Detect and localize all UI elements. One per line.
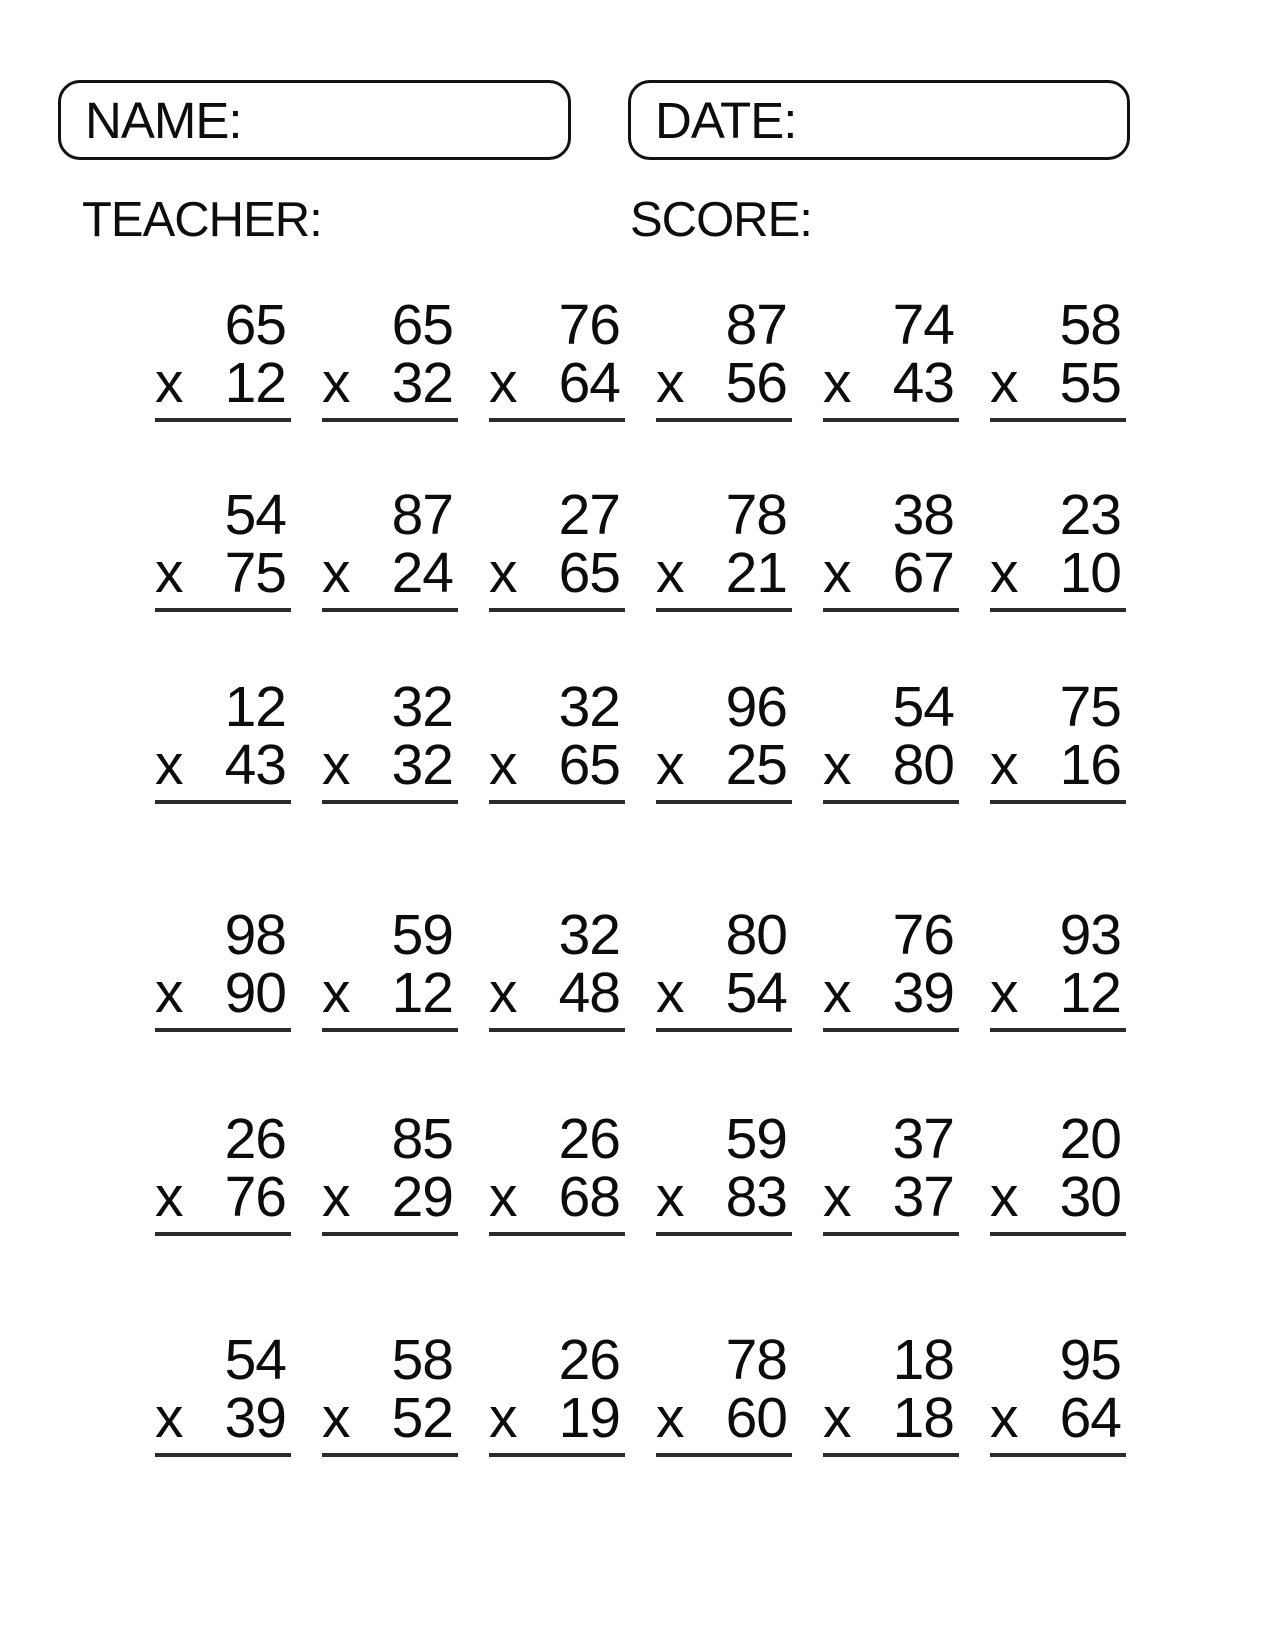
multiplication-problem — [155, 903, 291, 1032]
multiply-operator: x — [656, 541, 684, 605]
multiplicand: 98 — [224, 903, 286, 967]
multiplicand: 85 — [391, 1107, 453, 1171]
multiplier-row-with-answer-line — [990, 1386, 1126, 1457]
multiplier: 65 — [558, 541, 620, 605]
multiplier-row-with-answer-line — [489, 1386, 625, 1457]
multiply-operator: x — [823, 1165, 851, 1229]
multiplier-row-with-answer-line — [489, 351, 625, 422]
multiplier-row-with-answer-line — [489, 1165, 625, 1236]
multiplier: 54 — [725, 961, 787, 1025]
name-label: NAME: — [85, 91, 242, 149]
multiplicand: 26 — [224, 1107, 286, 1171]
multiply-operator: x — [823, 961, 851, 1025]
problem-row — [155, 1328, 1126, 1457]
multiplier-row-with-answer-line — [155, 351, 291, 422]
multiplier-row-with-answer-line — [656, 351, 792, 422]
multiplier-row-with-answer-line — [656, 733, 792, 804]
multiply-operator: x — [990, 1165, 1018, 1229]
multiplier: 19 — [558, 1386, 620, 1450]
multiplicand: 20 — [1059, 1107, 1121, 1171]
multiply-operator: x — [489, 351, 517, 415]
multiplier: 18 — [892, 1386, 954, 1450]
multiplication-problem — [823, 675, 959, 804]
multiply-operator: x — [990, 351, 1018, 415]
multiply-operator: x — [823, 351, 851, 415]
multiplier-row-with-answer-line — [489, 541, 625, 612]
multiplication-problem — [322, 675, 458, 804]
multiplicand: 65 — [224, 293, 286, 357]
multiplicand: 23 — [1059, 483, 1121, 547]
multiplier: 67 — [892, 541, 954, 605]
multiplication-problem — [322, 1107, 458, 1236]
problem-row — [155, 675, 1126, 804]
multiplier-row-with-answer-line — [656, 1165, 792, 1236]
multiplier-row-with-answer-line — [155, 733, 291, 804]
multiplication-problem — [656, 903, 792, 1032]
multiply-operator: x — [322, 733, 350, 797]
multiplication-problem — [990, 675, 1126, 804]
multiplier-row-with-answer-line — [155, 961, 291, 1032]
multiply-operator: x — [990, 961, 1018, 1025]
multiplication-problem — [656, 293, 792, 422]
multiplier-row-with-answer-line — [489, 961, 625, 1032]
multiplicand: 54 — [892, 675, 954, 739]
multiplier-row-with-answer-line — [990, 351, 1126, 422]
multiplication-problem — [155, 1328, 291, 1457]
multiplicand: 12 — [224, 675, 286, 739]
name-input-area[interactable] — [58, 80, 571, 160]
multiplier: 39 — [224, 1386, 286, 1450]
problem-row — [155, 1107, 1126, 1236]
multiplication-problem — [990, 903, 1126, 1032]
multiply-operator: x — [322, 1165, 350, 1229]
multiplier-row-with-answer-line — [823, 351, 959, 422]
multiplication-problem — [656, 675, 792, 804]
multiplier-row-with-answer-line — [155, 541, 291, 612]
multiplicand: 87 — [725, 293, 787, 357]
multiplier-row-with-answer-line — [656, 961, 792, 1032]
multiplicand: 32 — [558, 903, 620, 967]
multiplier-row-with-answer-line — [990, 733, 1126, 804]
multiplicand: 95 — [1059, 1328, 1121, 1392]
date-label: DATE: — [655, 91, 797, 149]
multiplier-row-with-answer-line — [823, 733, 959, 804]
multiply-operator: x — [656, 961, 684, 1025]
multiplier-row-with-answer-line — [990, 961, 1126, 1032]
multiplication-problem — [322, 903, 458, 1032]
multiplier: 75 — [224, 541, 286, 605]
multiplication-problem — [489, 483, 625, 612]
multiply-operator: x — [990, 733, 1018, 797]
multiplication-problem — [823, 903, 959, 1032]
multiplication-problem — [823, 1328, 959, 1457]
multiplier: 37 — [892, 1165, 954, 1229]
multiplier-row-with-answer-line — [322, 961, 458, 1032]
multiplier-row-with-answer-line — [656, 541, 792, 612]
multiplicand: 74 — [892, 293, 954, 357]
multiplier: 43 — [892, 351, 954, 415]
multiply-operator: x — [155, 733, 183, 797]
multiplier: 52 — [391, 1386, 453, 1450]
multiplicand: 65 — [391, 293, 453, 357]
multiplication-problem — [155, 483, 291, 612]
multiplier-row-with-answer-line — [823, 1165, 959, 1236]
multiplicand: 26 — [558, 1328, 620, 1392]
multiplication-problem — [489, 675, 625, 804]
multiplier-row-with-answer-line — [155, 1386, 291, 1457]
multiplication-problem — [656, 1328, 792, 1457]
multiplicand: 27 — [558, 483, 620, 547]
multiplicand: 78 — [725, 1328, 787, 1392]
multiply-operator: x — [489, 541, 517, 605]
multiplicand: 58 — [391, 1328, 453, 1392]
multiplier: 68 — [558, 1165, 620, 1229]
multiplier: 25 — [725, 733, 787, 797]
multiplicand: 87 — [391, 483, 453, 547]
multiplication-problem — [823, 1107, 959, 1236]
multiplicand: 26 — [558, 1107, 620, 1171]
problem-row — [155, 483, 1126, 612]
multiplier: 43 — [224, 733, 286, 797]
multiply-operator: x — [823, 541, 851, 605]
multiplier: 12 — [1059, 961, 1121, 1025]
multiplier-row-with-answer-line — [990, 1165, 1126, 1236]
multiply-operator: x — [155, 541, 183, 605]
multiplicand: 76 — [558, 293, 620, 357]
multiply-operator: x — [322, 351, 350, 415]
multiplier: 55 — [1059, 351, 1121, 415]
multiplication-problem — [823, 293, 959, 422]
multiplier-row-with-answer-line — [322, 1386, 458, 1457]
multiplier: 76 — [224, 1165, 286, 1229]
multiplier-row-with-answer-line — [322, 351, 458, 422]
multiply-operator: x — [489, 961, 517, 1025]
multiply-operator: x — [489, 733, 517, 797]
multiply-operator: x — [322, 961, 350, 1025]
multiplication-problem — [155, 293, 291, 422]
multiplier: 16 — [1059, 733, 1121, 797]
multiply-operator: x — [489, 1165, 517, 1229]
date-input-area[interactable] — [628, 80, 1130, 160]
multiply-operator: x — [990, 1386, 1018, 1450]
multiplier-row-with-answer-line — [489, 733, 625, 804]
multiply-operator: x — [155, 1386, 183, 1450]
multiplier: 65 — [558, 733, 620, 797]
multiply-operator: x — [656, 733, 684, 797]
score-label: SCORE: — [630, 193, 812, 247]
multiplicand: 59 — [391, 903, 453, 967]
multiply-operator: x — [656, 1165, 684, 1229]
multiplier: 90 — [224, 961, 286, 1025]
multiply-operator: x — [155, 1165, 183, 1229]
multiplication-problem — [990, 1328, 1126, 1457]
multiplier: 12 — [391, 961, 453, 1025]
multiplier: 12 — [224, 351, 286, 415]
multiplier-row-with-answer-line — [155, 1165, 291, 1236]
multiplicand: 54 — [224, 483, 286, 547]
problem-row — [155, 293, 1126, 422]
multiplier: 21 — [725, 541, 787, 605]
multiplicand: 32 — [391, 675, 453, 739]
multiply-operator: x — [823, 733, 851, 797]
multiplier: 83 — [725, 1165, 787, 1229]
multiplier: 48 — [558, 961, 620, 1025]
multiplication-problem — [489, 903, 625, 1032]
multiplier: 24 — [391, 541, 453, 605]
multiplier: 80 — [892, 733, 954, 797]
multiply-operator: x — [322, 1386, 350, 1450]
multiplication-problem — [489, 1328, 625, 1457]
multiplier: 10 — [1059, 541, 1121, 605]
multiply-operator: x — [656, 351, 684, 415]
multiplier-row-with-answer-line — [322, 733, 458, 804]
multiply-operator: x — [155, 351, 183, 415]
multiplication-problem — [155, 675, 291, 804]
multiplier: 56 — [725, 351, 787, 415]
multiplier-row-with-answer-line — [823, 541, 959, 612]
teacher-label: TEACHER: — [82, 193, 322, 247]
multiplier-row-with-answer-line — [322, 541, 458, 612]
multiplicand: 75 — [1059, 675, 1121, 739]
multiplication-problem — [990, 483, 1126, 612]
multiplicand: 58 — [1059, 293, 1121, 357]
multiplicand: 96 — [725, 675, 787, 739]
multiplication-problem — [155, 1107, 291, 1236]
multiplicand: 76 — [892, 903, 954, 967]
multiplier: 32 — [391, 733, 453, 797]
multiplicand: 54 — [224, 1328, 286, 1392]
multiplier: 39 — [892, 961, 954, 1025]
multiplier: 64 — [558, 351, 620, 415]
multiply-operator: x — [990, 541, 1018, 605]
multiplicand: 93 — [1059, 903, 1121, 967]
multiplication-problem — [990, 293, 1126, 422]
multiply-operator: x — [823, 1386, 851, 1450]
multiplication-problem — [656, 1107, 792, 1236]
multiplication-problem — [656, 483, 792, 612]
multiplicand: 78 — [725, 483, 787, 547]
multiplication-problem — [990, 1107, 1126, 1236]
multiplier-row-with-answer-line — [823, 1386, 959, 1457]
multiplicand: 18 — [892, 1328, 954, 1392]
multiplication-problem — [322, 483, 458, 612]
multiplier-row-with-answer-line — [823, 961, 959, 1032]
multiplicand: 80 — [725, 903, 787, 967]
multiplicand: 32 — [558, 675, 620, 739]
problem-row — [155, 903, 1126, 1032]
multiplier: 30 — [1059, 1165, 1121, 1229]
multiplier-row-with-answer-line — [990, 541, 1126, 612]
multiplier: 32 — [391, 351, 453, 415]
problems-grid — [155, 293, 1126, 1457]
multiplicand: 38 — [892, 483, 954, 547]
multiply-operator: x — [656, 1386, 684, 1450]
multiplicand: 59 — [725, 1107, 787, 1171]
multiplicand: 37 — [892, 1107, 954, 1171]
multiplication-problem — [489, 1107, 625, 1236]
multiplication-problem — [322, 293, 458, 422]
multiply-operator: x — [322, 541, 350, 605]
multiplication-problem — [823, 483, 959, 612]
multiplier-row-with-answer-line — [322, 1165, 458, 1236]
multiplication-problem — [489, 293, 625, 422]
multiply-operator: x — [155, 961, 183, 1025]
multiply-operator: x — [489, 1386, 517, 1450]
multiplier: 29 — [391, 1165, 453, 1229]
multiplier: 60 — [725, 1386, 787, 1450]
multiplier-row-with-answer-line — [656, 1386, 792, 1457]
multiplier: 64 — [1059, 1386, 1121, 1450]
multiplication-problem — [322, 1328, 458, 1457]
